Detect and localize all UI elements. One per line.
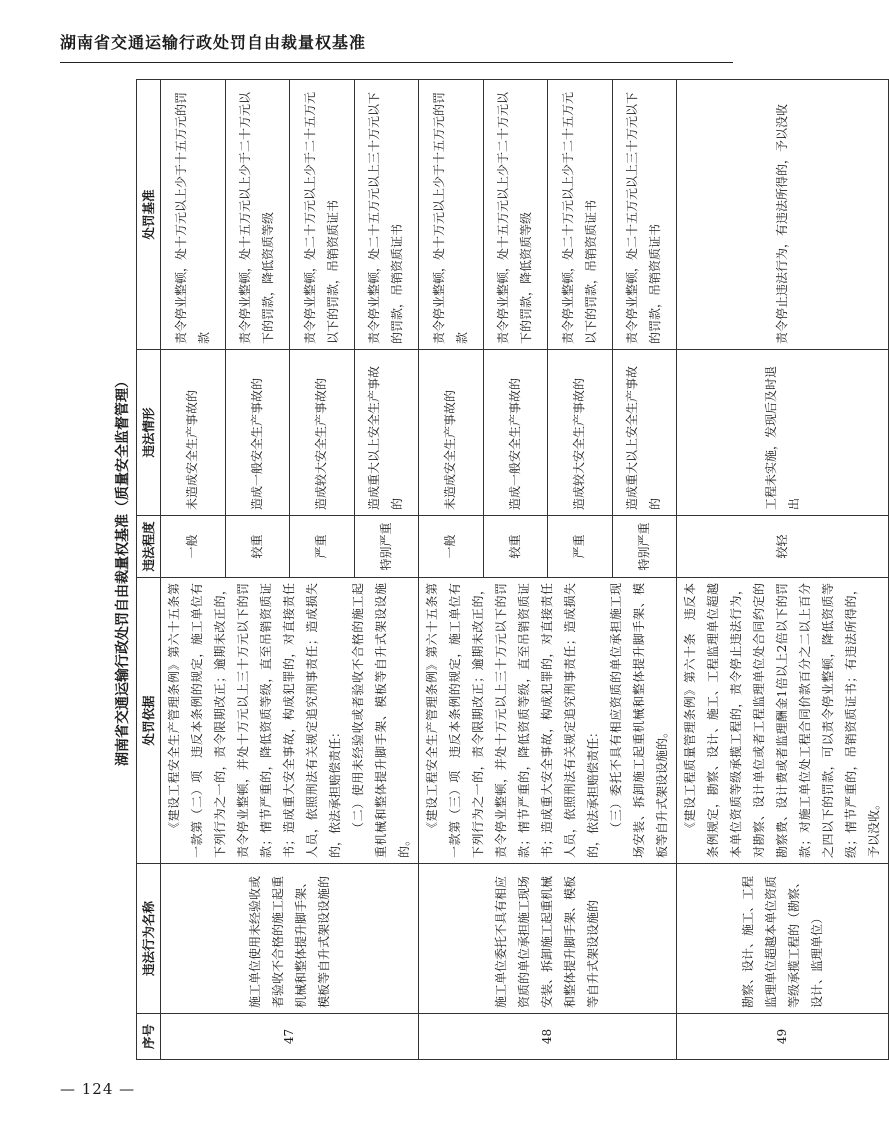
severity-level: 特别严重 xyxy=(612,516,677,578)
penalty-standard: 责令停止违法行为，有违法所得的，予以没收 xyxy=(677,80,889,350)
serial-number: 48 xyxy=(419,1014,677,1060)
header-cell-circumstance: 违法情形 xyxy=(137,350,161,516)
violation-name: 施工单位使用未经验收或者验收不合格的施工起重机械和整体提升脚手架、模板等自升式架设设施的 xyxy=(161,864,419,1014)
header-cell-penalty-standard: 处罚基准 xyxy=(137,80,161,350)
header-cell-legal-basis: 处罚依据 xyxy=(137,578,161,864)
table-row xyxy=(677,80,889,1060)
header-cell-violation-name: 违法行为名称 xyxy=(137,864,161,1014)
penalty-standard: 责令停业整顿，处十万元以上少于十五万元的罚款 xyxy=(161,80,226,350)
violation-circumstance: 造成较大安全生产事故的 xyxy=(548,350,613,516)
serial-number: 49 xyxy=(677,1014,889,1060)
penalty-standard: 责令停业整顿，处二十万元以上少于二十五万元以下的罚款，吊销资质证书 xyxy=(290,80,355,350)
table-title: 湖南省交通运输行政处罚自由裁量权基准（质量安全监督管理） xyxy=(115,374,131,766)
legal-basis xyxy=(419,578,677,864)
severity-level: 严重 xyxy=(290,516,355,578)
basis-paragraph: （三）委托不具有相应资质的单位承担施工现场安装、拆卸施工起重机械和整体提升脚手架、模板等自升式架设设施的。 xyxy=(609,583,669,858)
penalty-standard: 责令停业整顿，处二十五万元以上三十万元以下的罚款，吊销资质证书 xyxy=(354,80,419,350)
violation-circumstance: 未造成安全生产事故的 xyxy=(419,350,484,516)
violation-circumstance: 未造成安全生产事故的 xyxy=(161,350,226,516)
rotated-table-region xyxy=(110,80,881,1060)
severity-level: 较重 xyxy=(225,516,290,578)
running-head: 湖南省交通运输行政处罚自由裁量权基准 xyxy=(60,33,367,52)
table-row xyxy=(161,80,226,1060)
serial-number: 47 xyxy=(161,1014,419,1060)
header-cell-severity: 违法程度 xyxy=(137,516,161,578)
table-row xyxy=(419,80,484,1060)
violation-circumstance: 工程未实施，发现后及时退出 xyxy=(677,350,889,516)
severity-level: 较轻 xyxy=(677,516,889,578)
penalty-standard: 责令停业整顿，处十万元以上少于十五万元的罚款 xyxy=(419,80,484,350)
violation-circumstance: 造成较大安全生产事故的 xyxy=(290,350,355,516)
header-cell-serial: 序号 xyxy=(137,1014,161,1060)
legal-basis xyxy=(161,578,419,864)
penalty-standard-table xyxy=(136,79,889,1060)
violation-circumstance: 造成一般安全生产事故的 xyxy=(225,350,290,516)
penalty-standard: 责令停业整顿，处十五万元以上少于二十万元以下的罚款，降低资质等级 xyxy=(225,80,290,350)
penalty-standard: 责令停业整顿，处二十五万元以上三十万元以下的罚款，吊销资质证书 xyxy=(612,80,677,350)
violation-name: 勘察、设计、施工、工程监理单位超越本单位资质等级承揽工程的（勘察、设计、监理单位） xyxy=(677,864,889,1014)
violation-circumstance: 造成重大以上安全生产事故的 xyxy=(354,350,419,516)
basis-paragraph: 《建设工程安全生产管理条例》第六十五条第一款第（二）项 违反本条例的规定，施工单位有下列行为之一的，责令限期改正；逾期未改正的，责令停业整顿，并处十万元以上三十万元以下的罚款；情节严重的，降低资质等级，直至吊销资质证书；造成重大安全事故，构成犯罪的，对直接责任人员，依照刑法有关规定追究刑事责任；造成损失的，依法承担赔偿责任： xyxy=(167,583,342,858)
basis-paragraph: （二）使用未经验收或者验收不合格的施工起重机械和整体提升脚手架、模板等自升式架设设施的。 xyxy=(351,583,411,858)
violation-name: 施工单位委托不具有相应资质的单位承担施工现场安装、拆卸施工起重机械和整体提升脚手架、模板等自升式架设设施的 xyxy=(419,864,677,1014)
severity-level: 较重 xyxy=(483,516,548,578)
header-divider xyxy=(60,62,733,63)
basis-paragraph: 《建设工程质量管理条例》第六十条 违反本条例规定，勘察、设计、施工、工程监理单位超越本单位资质等级承揽工程的，责令停止违法行为，对勘察、设计单位或者工程监理单位处合同约定的勘察费、设计费或者监理酬金1倍以上2倍以下的罚款；对施工单位处工程合同价款百分之二以上百分之四以下的罚款，可以责令停业整顿，降低资质等级；情节严重的，吊销资质证书；有违法所得的，予以没收。 xyxy=(683,583,881,858)
violation-circumstance: 造成重大以上安全生产事故的 xyxy=(612,350,677,516)
severity-level: 特别严重 xyxy=(354,516,419,578)
violation-circumstance: 造成一般安全生产事故的 xyxy=(483,350,548,516)
penalty-standard: 责令停业整顿，处十五万元以上少于二十万元以下的罚款，降低资质等级 xyxy=(483,80,548,350)
legal-basis xyxy=(677,578,889,864)
table-header-row xyxy=(137,80,161,1060)
severity-level: 严重 xyxy=(548,516,613,578)
page-number: — 124 — xyxy=(60,1080,136,1098)
penalty-standard: 责令停业整顿，处二十万元以上少于二十五万元以下的罚款，吊销资质证书 xyxy=(548,80,613,350)
basis-paragraph: 《建设工程安全生产管理条例》第六十五条第一款第（三）项 违反本条例的规定，施工单位有下列行为之一的，责令限期改正；逾期未改正的，责令停业整顿，并处十万元以上三十万元以下的罚款；情节严重的，降低资质等级，直至吊销资质证书；造成重大安全事故，构成犯罪的，对直接责任人员，依照刑法有关规定追究刑事责任；造成损失的，依法承担赔偿责任： xyxy=(425,583,600,858)
severity-level: 一般 xyxy=(161,516,226,578)
severity-level: 一般 xyxy=(419,516,484,578)
